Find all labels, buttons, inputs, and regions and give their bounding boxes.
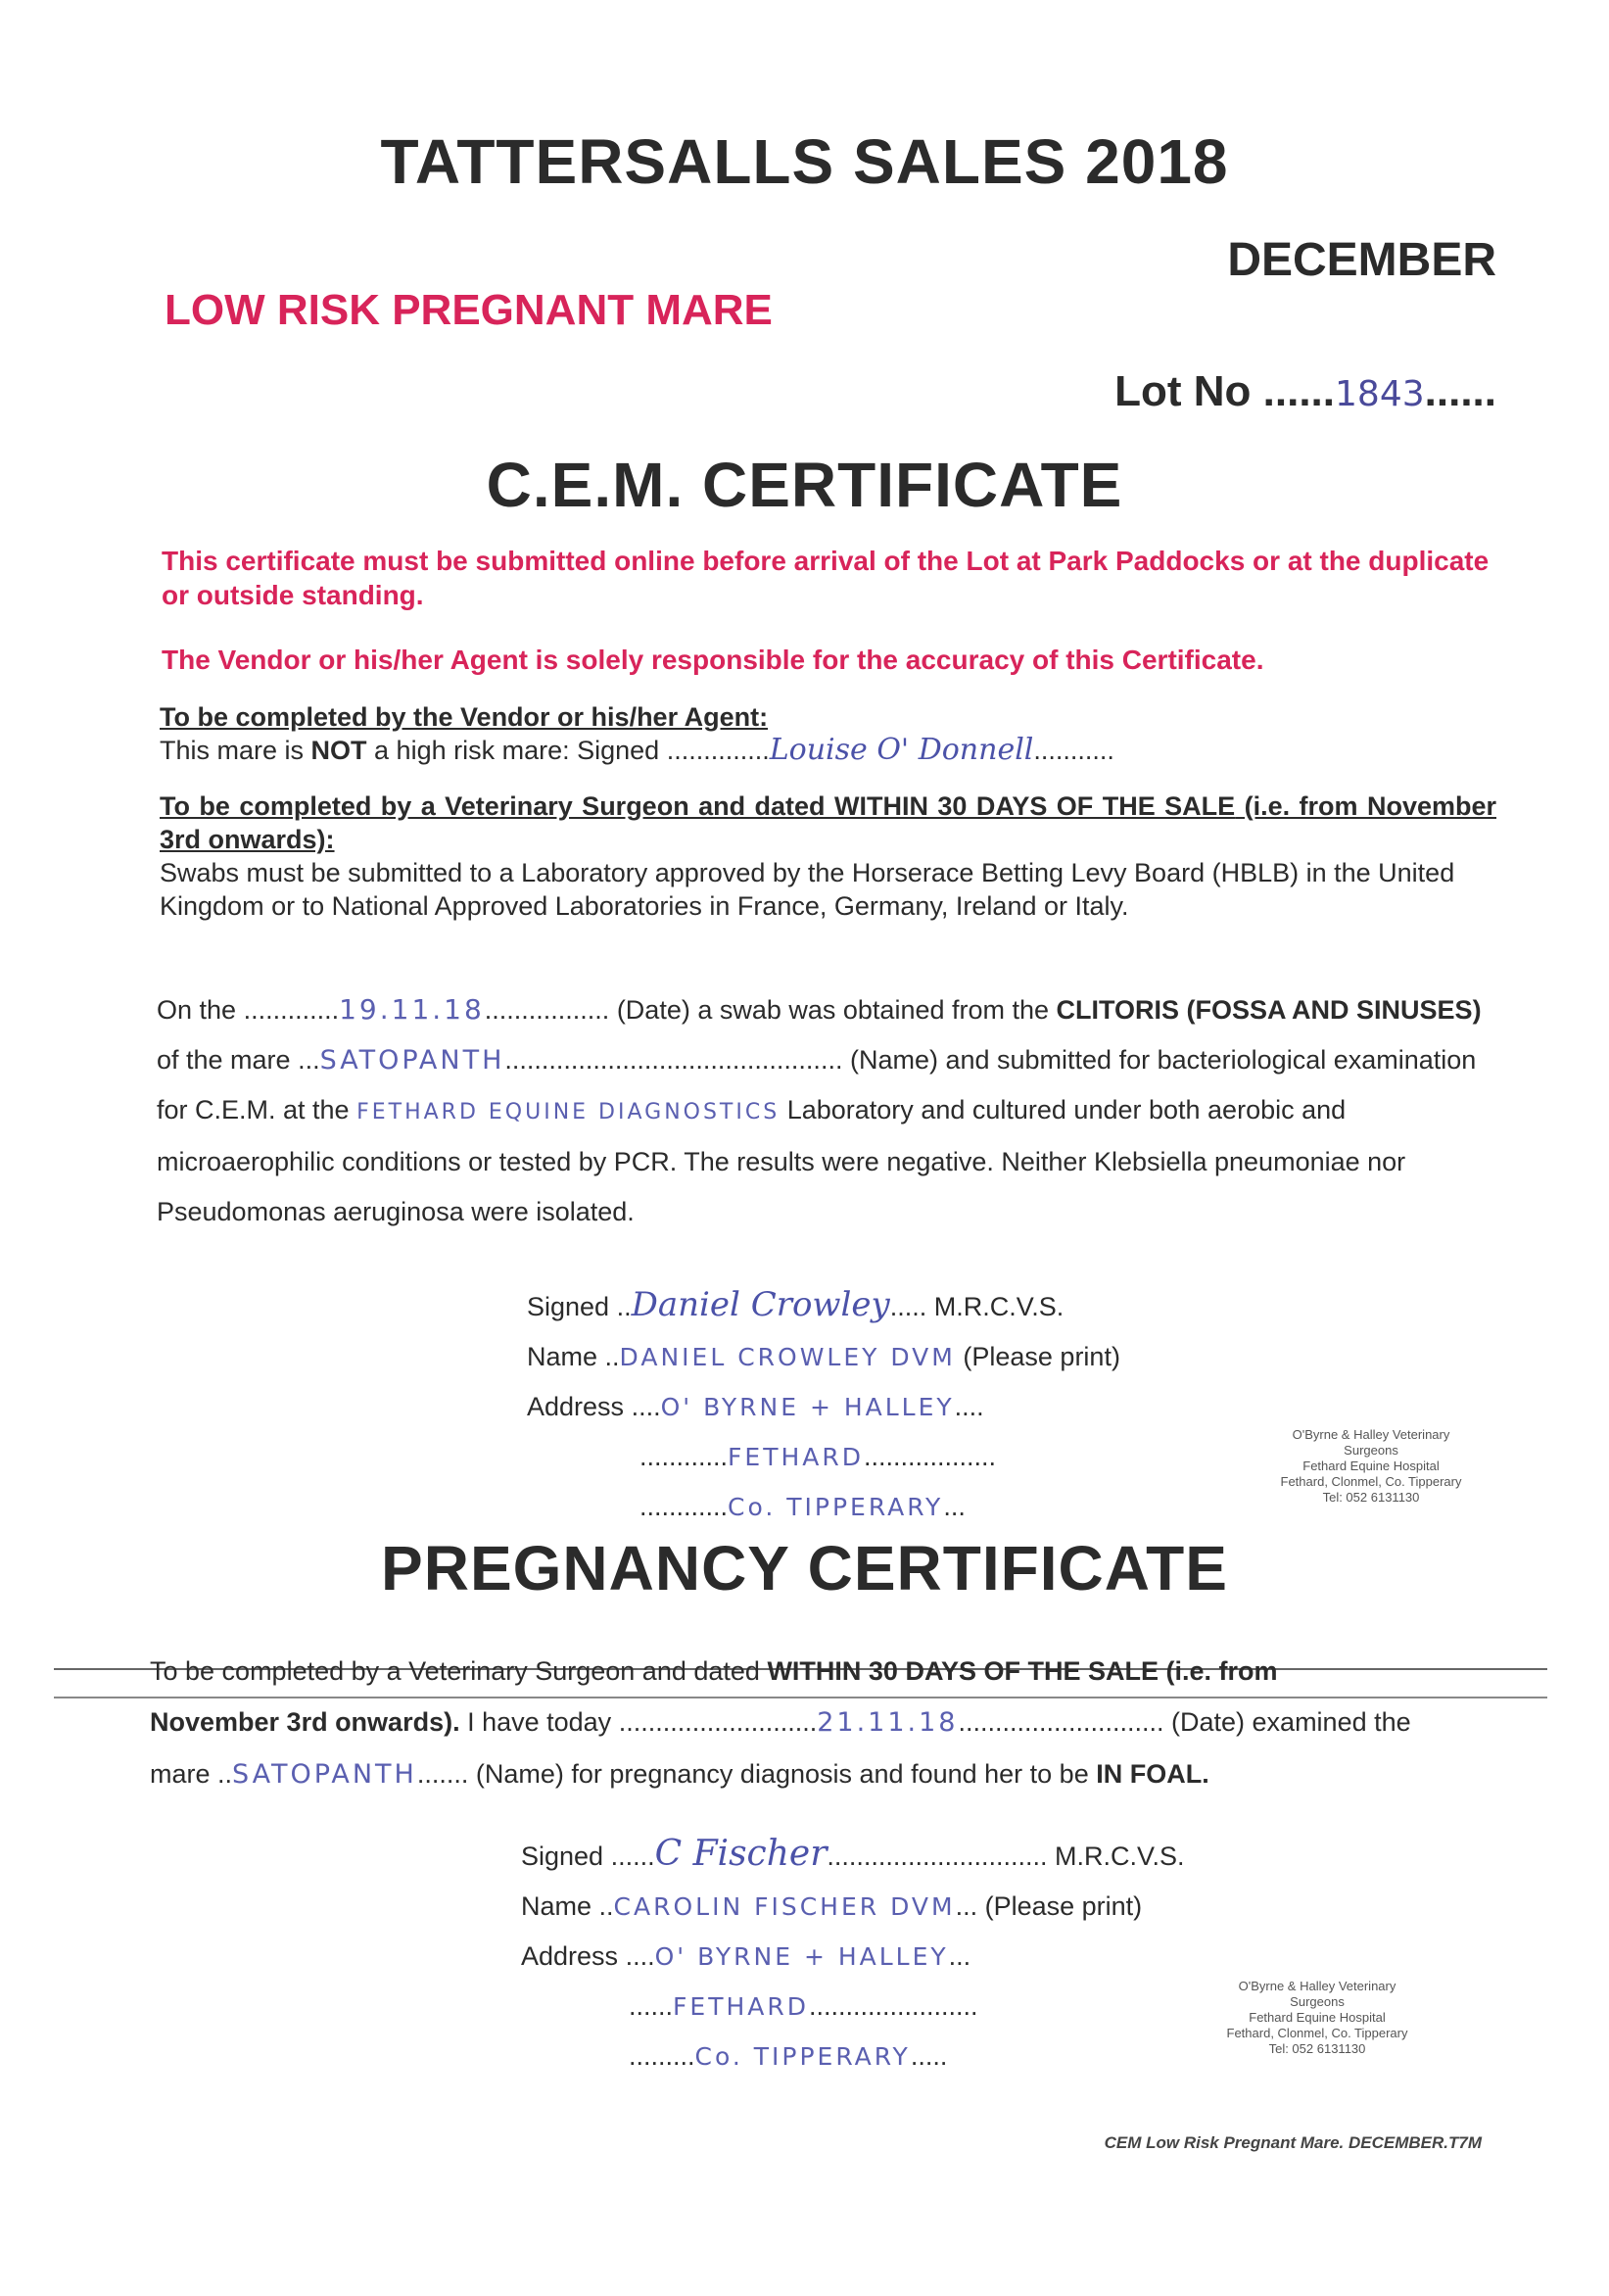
mare-name: SATOPANTH: [319, 1045, 505, 1076]
cem-address-line-1: O' BYRNE + HALLEY: [660, 1393, 955, 1421]
pregnancy-vet-signature: C Fischer: [654, 1834, 828, 1874]
culture-results: and cultured under both aerobic and microaerophilic conditions or tested by PCR. The results were negative. Neither Klebsiella pneumoniae nor Pseudomonas aeruginosa were isolated.: [157, 1095, 1406, 1226]
lot-number-line: Lot No ......1843......: [1114, 367, 1496, 415]
cem-address-line-3: Co. TIPPERARY: [728, 1493, 944, 1521]
mare-category: LOW RISK PREGNANT MARE: [165, 286, 773, 334]
vendor-declaration: This mare is NOT a high risk mare: Signed ..............Louise O' Donnell...........: [160, 733, 1114, 767]
pregnancy-vet-name: CAROLIN FISCHER DVM: [613, 1892, 956, 1921]
vendor-heading: To be completed by the Vendor or his/her Agent:: [160, 702, 769, 732]
exam-date: 21.11.18: [817, 1707, 959, 1738]
responsibility-warning: The Vendor or his/her Agent is solely responsible for the accuracy of this Certificate.: [162, 645, 1264, 675]
cem-vet-name: DANIEL CROWLEY DVM: [619, 1343, 956, 1371]
pregnancy-statement: To be completed by a Veterinary Surgeon and dated WITHIN 30 DAYS OF THE SALE (i.e. from November 3rd onwards). I have today ...........................21.11.18............................ (Date) examined the mare ..SATOPANTH....... (Name) for pregnancy diagnosis and found her to be IN FOAL.: [150, 1656, 1411, 1790]
pregnancy-mare-name: SATOPANTH: [232, 1759, 417, 1790]
swab-date: 19.11.18: [339, 993, 485, 1026]
cem-vet-signature-block: Signed ..Daniel Crowley..... M.R.C.V.S. Name ..DANIEL CROWLEY DVM (Please print) Address ....O' BYRNE + HALLEY.... ............FETHARD.................. ............Co. TIPPERARY...: [527, 1285, 1120, 1521]
vet-heading: To be completed by a Veterinary Surgeon and dated WITHIN 30 DAYS OF THE SALE (i.e. from November 3rd onwards):: [160, 791, 1497, 854]
cem-vet-signature: Daniel Crowley: [631, 1285, 890, 1324]
form-reference: CEM Low Risk Pregnant Mare. DECEMBER.T7M: [1104, 2133, 1482, 2152]
pregnancy-certificate-heading: PREGNANCY CERTIFICATE: [381, 1533, 1228, 1603]
cem-address-line-2: FETHARD: [728, 1443, 864, 1471]
vet-section: [160, 789, 1496, 923]
lot-number: 1843: [1335, 374, 1425, 414]
swabs-instructions: Swabs must be submitted to a Laboratory approved by the Horserace Betting Levy Board (HBLB) in the United Kingdom or to National Approved Laboratories in France, Germany, Ireland or Italy.: [160, 858, 1455, 921]
document-title: TATTERSALLS SALES 2018: [380, 126, 1229, 197]
sale-month: DECEMBER: [1227, 234, 1496, 286]
submission-warning: This certificate must be submitted online before arrival of the Lot at Park Paddocks or at the duplicate or outside standing.: [162, 546, 1490, 610]
vendor-section: [160, 700, 1114, 767]
cem-certificate-heading: C.E.M. CERTIFICATE: [486, 450, 1123, 520]
vendor-signature: Louise O' Donnell: [769, 733, 1034, 767]
laboratory-name: FETHARD EQUINE DIAGNOSTICS: [356, 1100, 781, 1124]
pregnancy-practice-stamp: O'Byrne & Halley Veterinary Surgeons Fethard Equine Hospital Fethard, Clonmel, Co. Tipperary Tel: 052 6131130: [1226, 1979, 1408, 2056]
pregnancy-address-line-2: FETHARD: [673, 1992, 809, 2021]
cem-practice-stamp: O'Byrne & Halley Veterinary Surgeons Fethard Equine Hospital Fethard, Clonmel, Co. Tipperary Tel: 052 6131130: [1280, 1427, 1462, 1505]
cem-swab-statement: On the .............19.11.18................. (Date) a swab was obtained from the CLITORIS (FOSSA AND SINUSES) of the mare ...SATOPANTH.............................................. (Name) and submitted for bacteriological examination for C.E.M. at the FETHARD EQUINE DIAGNOSTICS Laboratory and cultured under both aerobic and microaerophilic conditions or tested by PCR. The results were negative. Neither Klebsiella pneumoniae nor Pseudomonas aeruginosa were isolated.: [157, 993, 1482, 1226]
lot-label: Lot No: [1114, 367, 1252, 415]
pregnancy-vet-signature-block: Signed ......C Fischer.............................. M.R.C.V.S. Name ..CAROLIN FISCHER DVM... (Please print) Address ....O' BYRNE + HALLEY... ......FETHARD....................... .........Co. TIPPERARY.....: [521, 1834, 1185, 2071]
pregnancy-address-line-1: O' BYRNE + HALLEY: [654, 1942, 949, 1971]
pregnancy-address-line-3: Co. TIPPERARY: [694, 2042, 911, 2071]
